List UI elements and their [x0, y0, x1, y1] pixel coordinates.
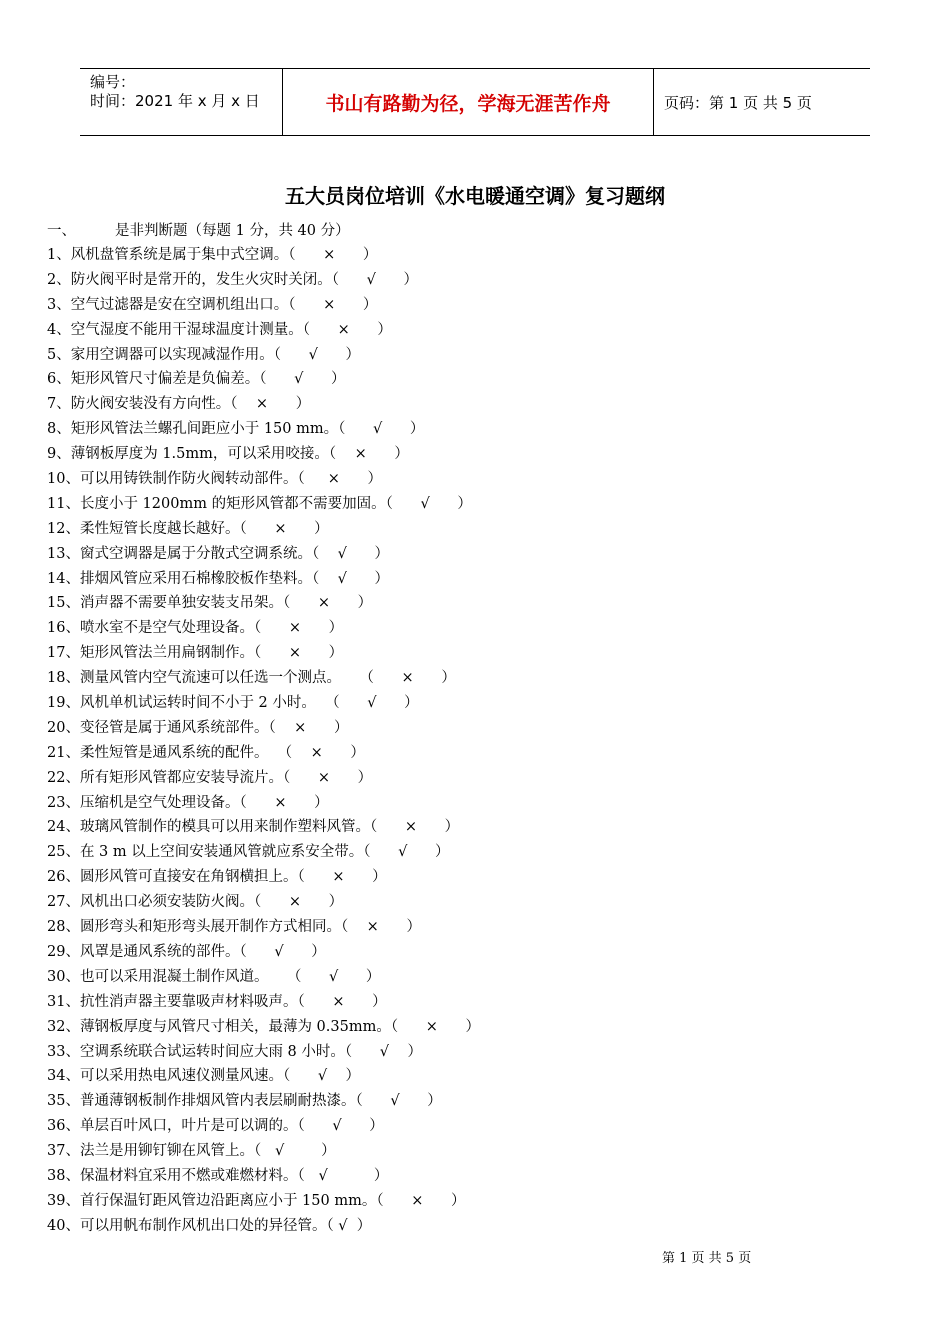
question-item: 9、薄钢板厚度为 1.5mm，可以采用咬接。（ × ）	[47, 446, 409, 463]
question-item: 39、首行保温钉距风管边沿距离应小于 150 mm。（ × ）	[47, 1192, 466, 1209]
question-item: 6、矩形风管尺寸偏差是负偏差。（ √ ）	[47, 371, 346, 388]
question-item: 13、窗式空调器是属于分散式空调系统。（ √ ）	[47, 545, 390, 562]
question-item: 1、风机盘管系统是属于集中式空调。（ × ）	[47, 247, 378, 263]
question-item: 26、圆形风管可直接安在角钢横担上。（ × ）	[47, 869, 387, 886]
question-item: 20、变径管是属于通风系统部件。（ × ）	[47, 719, 349, 736]
question-item: 14、排烟风管应采用石棉橡胶板作垫料。（ √ ）	[47, 570, 390, 587]
time-label: 时间：2021 年 x 月 x 日	[90, 92, 260, 110]
header-meta	[80, 69, 282, 135]
question-item: 16、喷水室不是空气处理设备。（ × ）	[47, 620, 344, 637]
question-item: 28、圆形弯头和矩形弯头展开制作方式相同。（ × ）	[47, 919, 421, 936]
question-item: 36、单层百叶风口，叶片是可以调的。（ √ ）	[47, 1118, 384, 1135]
page-info: 页码：第 1 页 共 5 页	[664, 93, 812, 112]
number-label: 编号：	[90, 73, 136, 91]
question-item: 3、空气过滤器是安在空调机组出口。（ × ）	[47, 296, 378, 313]
section-title: 是非判断题（每题 1 分，共 40 分）	[115, 223, 350, 239]
section-heading	[47, 219, 350, 240]
question-item: 24、玻璃风管制作的模具可以用来制作塑料风管。（ × ）	[47, 819, 460, 836]
question-item: 11、长度小于 1200mm 的矩形风管都不需要加固。（ √ ）	[47, 495, 472, 512]
question-item: 27、风机出口必须安装防火阀。（ × ）	[47, 894, 344, 911]
page-footer: 第 1 页 共 5 页	[662, 1251, 752, 1266]
question-item: 38、保温材料宜采用不燃或难燃材料。（ √ ）	[47, 1167, 389, 1184]
motto: 书山有路勤为径，学海无涯苦作舟	[282, 69, 654, 135]
question-item: 29、风罩是通风系统的部件。（ √ ）	[47, 943, 326, 960]
question-item: 22、所有矩形风管都应安装导流片。（ × ）	[47, 769, 373, 786]
question-item: 37、法兰是用铆钉铆在风管上。（ √ ）	[47, 1143, 336, 1160]
document-title: 五大员岗位培训《水电暖通空调》复习题纲	[285, 184, 665, 208]
question-item: 15、消声器不需要单独安装支吊架。（ × ）	[47, 595, 373, 612]
question-item: 8、矩形风管法兰螺孔间距应小于 150 mm。（ √ ）	[47, 421, 425, 438]
question-item: 32、薄钢板厚度与风管尺寸相关，最薄为 0.35mm。（ × ）	[47, 1018, 481, 1035]
question-item: 12、柔性短管长度越长越好。（ × ）	[47, 520, 329, 537]
question-item: 21、柔性短管是通风系统的配件。 （ × ）	[47, 744, 365, 761]
question-list	[47, 243, 887, 1239]
question-item: 19、风机单机试运转时间不小于 2 小时。 （ √ ）	[47, 695, 419, 712]
question-item: 7、防火阀安装没有方向性。（ × ）	[47, 396, 311, 413]
header-table	[80, 68, 870, 136]
question-item: 4、空气湿度不能用干湿球温度计测量。（ × ）	[47, 321, 392, 338]
question-item: 5、家用空调器可以实现减湿作用。（ √ ）	[47, 346, 361, 363]
question-item: 33、空调系统联合试运转时间应大雨 8 小时。（ √ ）	[47, 1043, 422, 1060]
question-item: 18、测量风管内空气流速可以任选一个测点。 （ × ）	[47, 670, 456, 687]
question-item: 35、普通薄钢板制作排烟风管内表层刷耐热漆。（ √ ）	[47, 1093, 442, 1110]
question-item: 2、防火阀平时是常开的，发生火灾时关闭。（ √ ）	[47, 271, 419, 288]
question-item: 17、矩形风管法兰用扁钢制作。（ × ）	[47, 645, 344, 662]
question-item: 34、可以采用热电风速仪测量风速。（ √ ）	[47, 1068, 361, 1085]
question-item: 31、抗性消声器主要靠吸声材料吸声。（ × ）	[47, 993, 387, 1010]
question-item: 10、可以用铸铁制作防火阀转动部件。（ × ）	[47, 471, 383, 488]
question-item: 40、可以用帆布制作风机出口处的异径管。（ √ ）	[47, 1217, 372, 1234]
question-item: 30、也可以采用混凝土制作风道。 （ √ ）	[47, 968, 381, 985]
question-item: 25、在 3 m 以上空间安装通风管就应系安全带。（ √ ）	[47, 844, 450, 861]
section-number: 一、	[47, 223, 76, 239]
question-item: 23、压缩机是空气处理设备。（ × ）	[47, 794, 329, 811]
